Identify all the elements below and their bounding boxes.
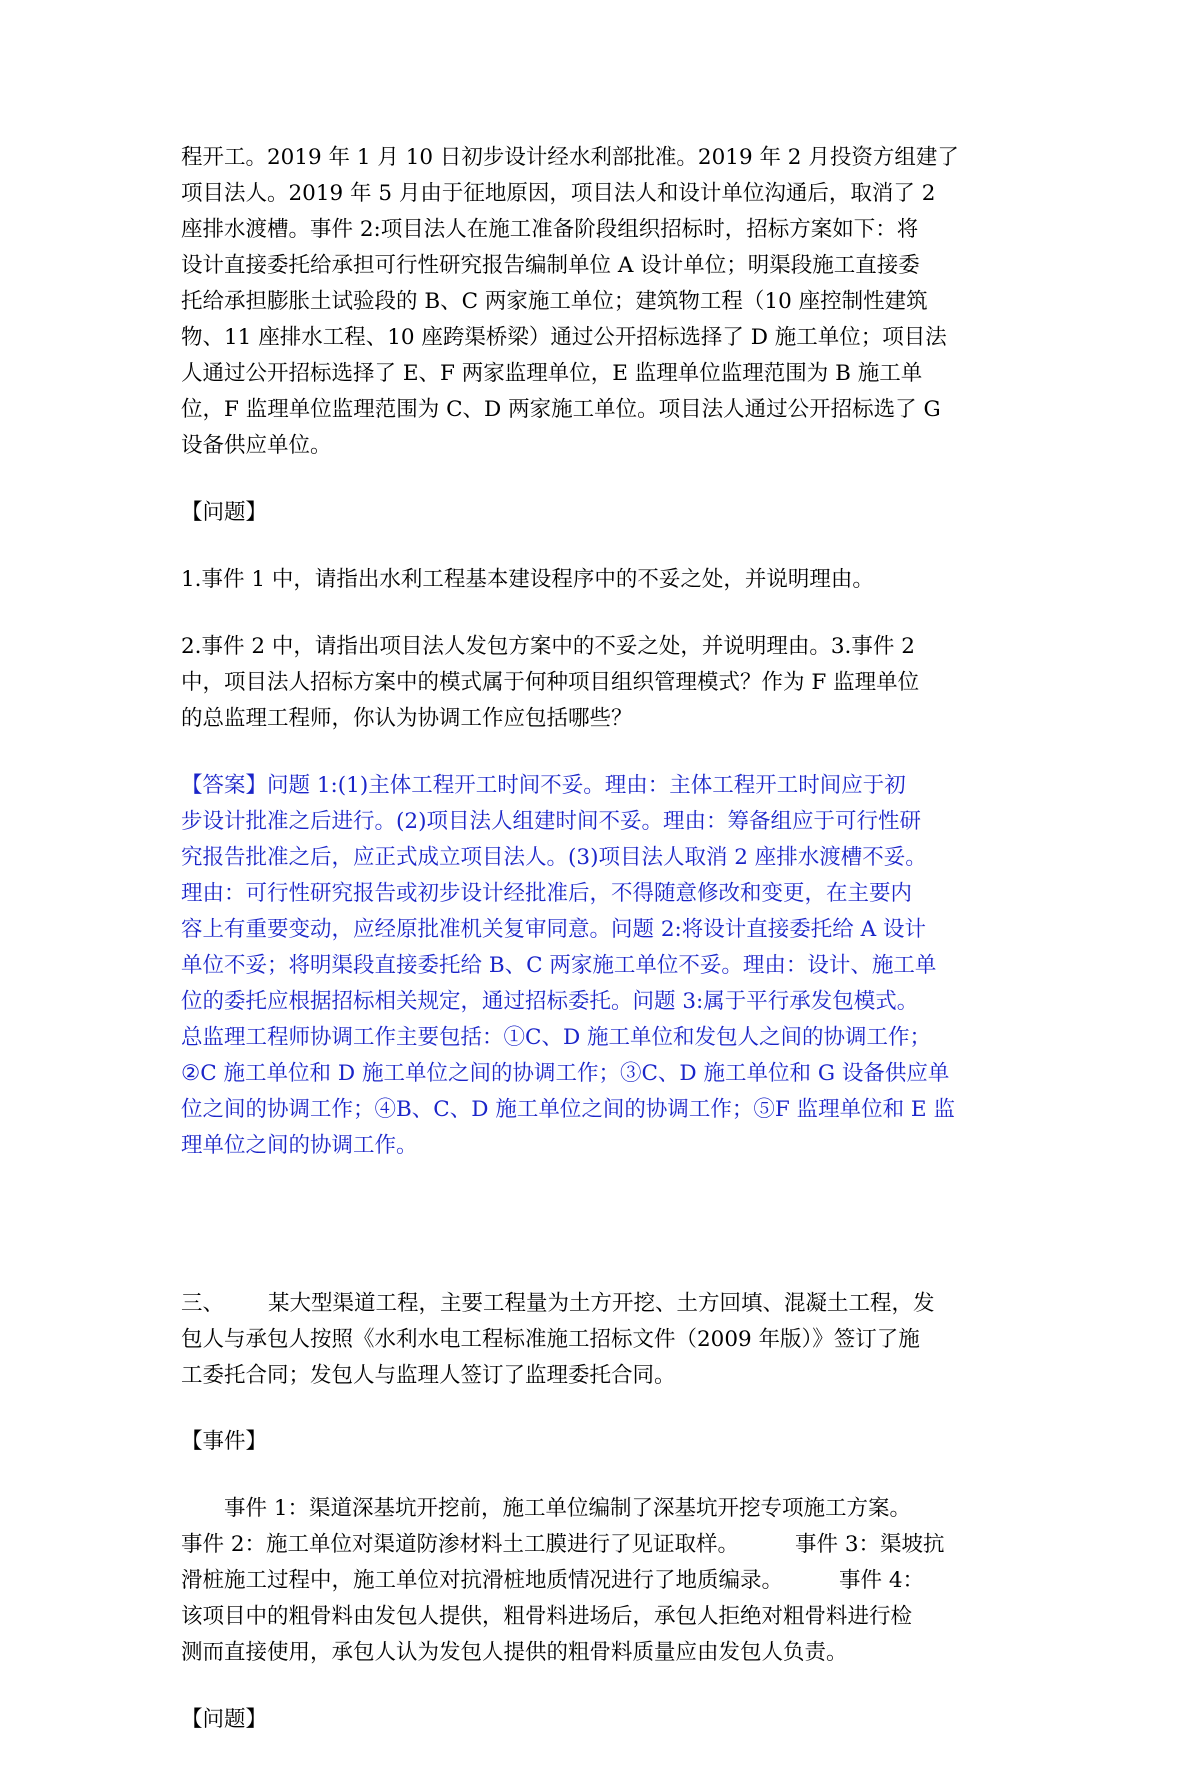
question-heading-2: 【问题】 xyxy=(181,1707,268,1732)
question-2 xyxy=(181,629,1011,737)
question-2-line-3: 的总监理工程师，你认为协调工作应包括哪些？ xyxy=(181,706,633,731)
question-1: 1.事件 1 中，请指出水利工程基本建设程序中的不妥之处，并说明理由。 xyxy=(181,567,874,592)
intro-line-2: 项目法人。2019 年 5 月由于征地原因，项目法人和设计单位沟通后，取消了 2 xyxy=(181,181,936,206)
document-page xyxy=(181,140,1011,1769)
question-heading: 【问题】 xyxy=(181,500,268,525)
intro-line-5: 托给承担膨胀土试验段的 B、C 两家施工单位；建筑物工程（10 座控制性建筑 xyxy=(181,289,928,314)
answer-line-3: 究报告批准之后，应正式成立项目法人。(3)项目法人取消 2 座排水渡槽不妥。 xyxy=(181,845,927,870)
intro-line-3: 座排水渡槽。事件 2:项目法人在施工准备阶段组织招标时，招标方案如下：将 xyxy=(181,217,919,242)
intro-line-1: 程开工。2019 年 1 月 10 日初步设计经水利部批准。2019 年 2 月投资方组建了 xyxy=(181,145,959,170)
events-line-5: 测而直接使用，承包人认为发包人提供的粗骨料质量应由发包人负责。 xyxy=(181,1640,848,1665)
section-three-line-1: 某大型渠道工程，主要工程量为土方开挖、土方回填、混凝土工程，发 xyxy=(268,1291,935,1316)
answer-line-8: 总监理工程师协调工作主要包括：①C、D 施工单位和发包人之间的协调工作； xyxy=(181,1025,932,1050)
events-line-3a: 滑桩施工过程中，施工单位对抗滑桩地质情况进行了地质编录。 xyxy=(181,1568,784,1593)
events-line-1: 事件 1：渠道深基坑开挖前，施工单位编制了深基坑开挖专项施工方案。 xyxy=(224,1496,912,1521)
section-spacer xyxy=(181,1164,1011,1286)
answer-line-6: 单位不妥；将明渠段直接委托给 B、C 两家施工单位不妥。理由：设计、施工单 xyxy=(181,953,937,978)
intro-line-6: 物、11 座排水工程、10 座跨渠桥梁）通过公开招标选择了 D 施工单位；项目法 xyxy=(181,325,947,350)
intro-line-7: 人通过公开招标选择了 E、F 两家监理单位，E 监理单位监理范围为 B 施工单 xyxy=(181,361,923,386)
events-line-3b: 事件 4： xyxy=(839,1568,925,1593)
intro-line-4: 设计直接委托给承担可行性研究报告编制单位 A 设计单位；明渠段施工直接委 xyxy=(181,253,920,278)
answer-line-7: 位的委托应根据招标相关规定，通过招标委托。问题 3:属于平行承发包模式。 xyxy=(181,989,919,1014)
intro-line-8: 位，F 监理单位监理范围为 C、D 两家施工单位。项目法人通过公开招标选了 G xyxy=(181,397,941,422)
events-paragraph xyxy=(181,1491,1011,1671)
answer-line-9: ②C 施工单位和 D 施工单位之间的协调工作；③C、D 施工单位和 G 设备供应单 xyxy=(181,1061,950,1086)
events-line-4: 该项目中的粗骨料由发包人提供，粗骨料进场后，承包人拒绝对粗骨料进行检 xyxy=(181,1604,913,1629)
section-three-line-2: 包人与承包人按照《水利水电工程标准施工招标文件（2009 年版）》签订了施 xyxy=(181,1327,920,1352)
intro-paragraph xyxy=(181,140,1011,464)
question-2-line-2: 中，项目法人招标方案中的模式属于何种项目组织管理模式？作为 F 监理单位 xyxy=(181,670,920,695)
answer-line-1: 【答案】问题 1:(1)主体工程开工时间不妥。理由：主体工程开工时间应于初 xyxy=(181,773,906,798)
event-heading: 【事件】 xyxy=(181,1429,268,1454)
answer-line-5: 容上有重要变动，应经原批准机关复审同意。问题 2:将设计直接委托给 A 设计 xyxy=(181,917,926,942)
section-three-line-3: 工委托合同；发包人与监理人签订了监理委托合同。 xyxy=(181,1363,676,1388)
question-2-line-1: 2.事件 2 中，请指出项目法人发包方案中的不妥之处，并说明理由。3.事件 2 xyxy=(181,634,915,659)
answer-paragraph xyxy=(181,768,1011,1164)
answer-line-2: 步设计批准之后进行。(2)项目法人组建时间不妥。理由：筹备组应于可行性研 xyxy=(181,809,921,834)
answer-line-10: 位之间的协调工作；④B、C、D 施工单位之间的协调工作；⑤F 监理单位和 E 监 xyxy=(181,1097,955,1122)
events-line-2b: 事件 3：渠坡抗 xyxy=(795,1532,945,1557)
answer-line-4: 理由：可行性研究报告或初步设计经批准后，不得随意修改和变更，在主要内 xyxy=(181,881,913,906)
section-three-paragraph xyxy=(181,1286,1011,1394)
events-line-2a: 事件 2：施工单位对渠道防渗材料土工膜进行了见证取样。 xyxy=(181,1532,740,1557)
answer-line-11: 理单位之间的协调工作。 xyxy=(181,1133,418,1158)
intro-line-9: 设备供应单位。 xyxy=(181,433,332,458)
section-three-number: 三、 xyxy=(181,1291,225,1316)
